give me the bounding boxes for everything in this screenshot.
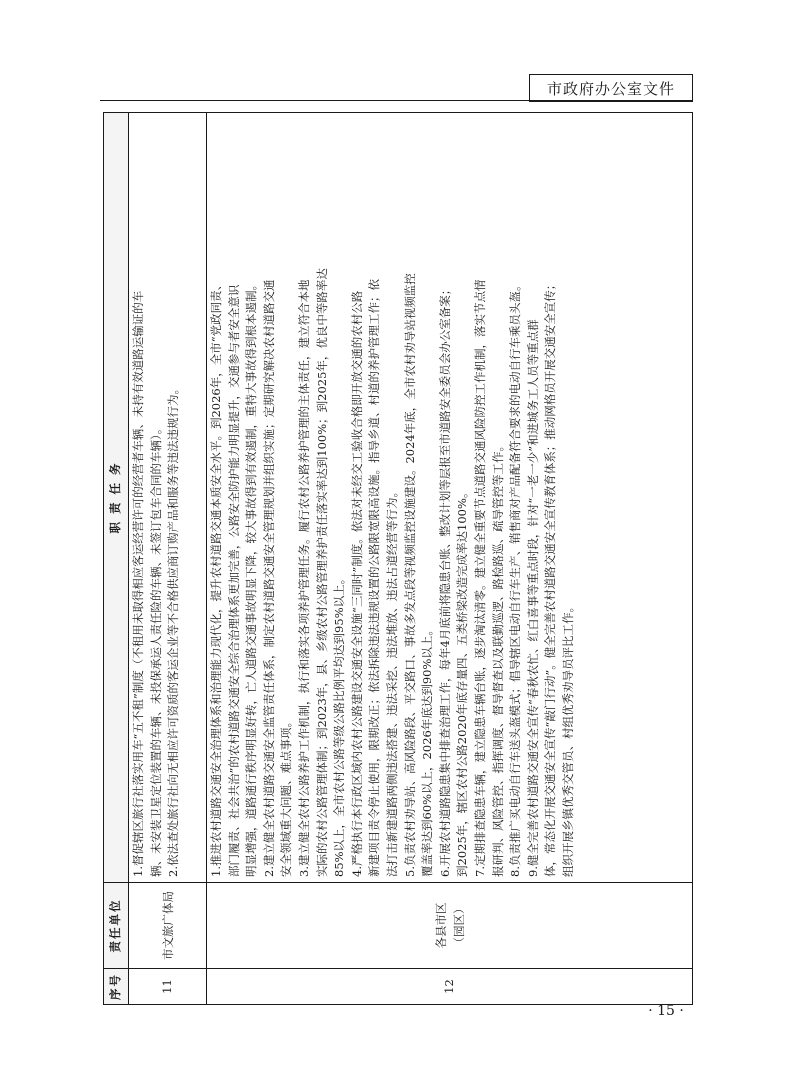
duty-line: 覆盖率达到60%以上，2026年底达到90%以上。 (420, 624, 435, 877)
duty-line: 1.推进农村道路交通安全治理体系和治理能力现代化，提升农村道路交通本质安全水平。到2026年，全市“党政同责、 (209, 278, 223, 877)
document-type-badge: 市政府办公室文件 (529, 74, 693, 102)
duty-line: 2.依法查处旅行社向无相应许可资质的客运企业等不合格供应商订购产品和服务等违法违规行为。 (166, 383, 181, 877)
page-number: · 15 · (648, 1003, 684, 1019)
table-row (207, 113, 693, 1005)
duty-line: 8.负责推广买电动自行车送头盔模式；倡导辖区电动自行车生产、销售商对产品配备符合要求的电动自行车乘员头盔。 (508, 279, 523, 877)
table-row (129, 113, 207, 1005)
row-no: 11 (129, 969, 207, 1005)
duty-line: 1.督促辖区旅行社落实用车“五不租”制度（不租用未取得相应客运经营许可的经营者车辆、未持有效道路运输证的车 (131, 290, 145, 877)
duty-line: 体，常态化开展交通安全宣传“敲门行动”。健全完善农村道路交通安全宣传教育体系；推动网格员开展交通安全宣传； (543, 278, 558, 877)
unit-line: （园区） (451, 902, 466, 949)
row-no: 12 (207, 969, 693, 1005)
duty-line: 2.建立健全农村道路交通安全监管责任体系，制定农村道路交通安全管理规划并组织实施；定期研究解决农村道路交通 (261, 279, 276, 877)
table-header-row (104, 113, 129, 1005)
row-duties (129, 113, 207, 883)
unit-line: 各县市区 (433, 902, 448, 949)
duty-line: 法打击新建道路两侧违法搭建、违法采挖、违法堆放、违法占道经营等行为。 (384, 486, 399, 877)
duty-line: 新建项目责令停止使用，限期改正；依法拆除违法违规设置的公路限宽限高设施。指导乡道、村道的养护管理工作；依 (367, 279, 382, 877)
header-unit: 责任单位 (104, 883, 129, 969)
duty-line: 7.定期排查隐患车辆，建立隐患车辆台账，逐步淘汰清零。建立健全重要节点道路交通风险防控工作机制，落实节点情 (472, 279, 487, 877)
duty-line: 4.严格执行本行政区域内农村公路建设交通安全设施“三同时”制度。依法对未经交工验收合格即开放交通的农村公路 (349, 290, 364, 877)
header-rule (100, 100, 693, 101)
duty-line: 部门履责、社会共治”的农村道路交通安全综合治理体系更加完善，公路安全防护能力明显提升，交通参与者安全意识 (226, 284, 241, 877)
responsibility-table (103, 112, 693, 1005)
duty-line: 到2025年，辖区农村公路2020年底存量四、五类桥梁改造完成率达100%。 (455, 486, 470, 877)
duty-line: 实际的农村公路管理体制；到2023年，县、乡级农村公路管理养护责任落实率达到100%；到2025年，优良中等路率达 (314, 268, 329, 877)
duty-line: 5.负责农村劝导站、高风险路段、平交路口、事故多发点段等视频监控设施建设。2024年底，全市农村劝导站视频监控 (402, 273, 417, 877)
header-duties: 职 责 任 务 (104, 113, 129, 883)
duty-line: 安全领域重大问题、难点事项。 (279, 716, 294, 877)
duty-line: 辆、未安装卫星定位装置的车辆、未投保承运人责任险的车辆、未签订包车合同的车辆）。 (148, 422, 163, 877)
unit-line: 市文旅广体局 (160, 891, 175, 960)
header-no: 序号 (104, 969, 129, 1005)
duty-line: 3.建立健全农村公路养护工作机制，执行和落实各项养护管理任务。履行农村公路养护管理的主体责任，建立符合本地 (296, 279, 311, 877)
duty-line: 报研判、风险管控、指挥调度、督导督查以及联勤巡逻、路检路巡、疏导管控等工作。 (490, 440, 505, 877)
duty-line: 6.开展农村道路隐患集中排查治理工作，每年4月底前将隐患台账、整改计划等层报至市道路安全委员会办公室备案； (437, 283, 452, 877)
duty-line: 9.健全完善农村道路交通安全宣传“春秋农忙、红白喜事等重点时段，针对“一老一少”和进城务工人员等重点群 (525, 319, 540, 877)
row-unit (207, 883, 693, 969)
duty-line: 明显增强，道路通行秩序明显好转，亡人道路交通事故明显下降，较大事故得到有效遏制，重特大事故得到根本遏制。 (244, 279, 259, 877)
duty-line: 组织开展乡镇优秀交管员、村组优秀劝导员评比工作。 (560, 601, 575, 877)
responsibility-table-rotated (103, 113, 693, 1005)
row-unit (129, 883, 207, 969)
duty-line: 85%以上，全市农村公路等级公路比例平均达到95%以上。 (332, 572, 347, 877)
row-duties (207, 113, 693, 883)
